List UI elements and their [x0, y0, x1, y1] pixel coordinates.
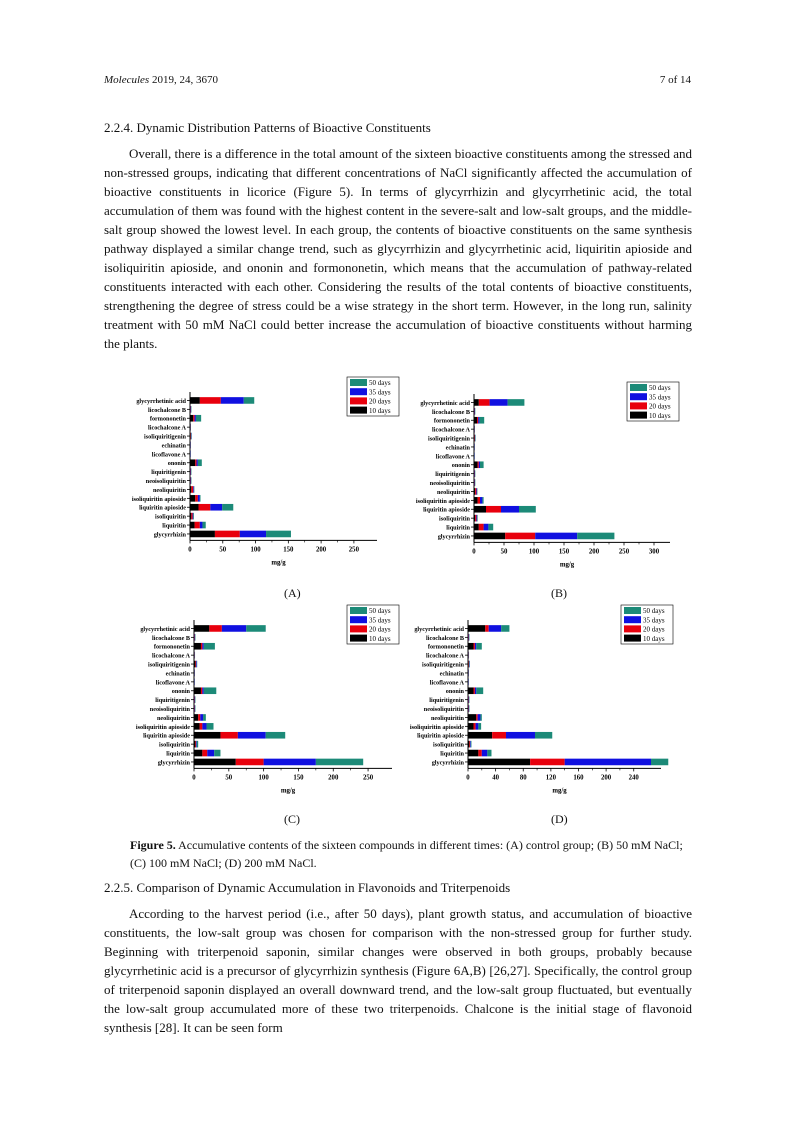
category-label-liquiritigenin: liquiritigenin: [155, 697, 190, 705]
category-label-liquiritigenin: liquiritigenin: [429, 697, 464, 705]
bar-formononetin-50-days: [196, 415, 201, 422]
bar-isoliquiritigenin-10-days: [468, 661, 469, 668]
bar-liquiritin-20-days: [479, 524, 484, 531]
bar-neoliquiritin-35-days: [478, 714, 481, 721]
x-tick-label-40: 40: [492, 774, 500, 782]
bar-isoliquiritin-apioside-10-days: [190, 495, 195, 502]
category-label-isoliquiritin: isoliquiritin: [433, 741, 464, 749]
panel-label-b: (B): [551, 586, 567, 600]
page-number: 7 of 14: [659, 74, 691, 86]
bar-isoliquiritin-apioside-10-days: [468, 723, 474, 730]
bar-ononin-10-days: [194, 687, 201, 694]
bar-glycyrrhetinic-acid-20-days: [209, 625, 222, 632]
category-label-neoliquiritin: neoliquiritin: [156, 714, 190, 722]
bar-isoliquiritin-50-days: [477, 515, 478, 522]
category-label-neoisoliquiritin: neoisoliquiritin: [145, 477, 186, 485]
bar-ononin-20-days: [478, 461, 479, 468]
category-label-glycyrrhetinic-acid: glycyrrhetinic acid: [414, 625, 464, 633]
bar-liquiritin-apioside-50-days: [519, 506, 536, 513]
x-tick-label-200: 200: [328, 774, 339, 782]
panel-label-d: (D): [551, 812, 568, 826]
bar-liquiritin-20-days: [195, 522, 200, 529]
legend-swatch-35-days: [624, 616, 641, 623]
category-label-isoliquiritin-apioside: isoliquiritin apioside: [135, 723, 190, 731]
x-tick-label-120: 120: [545, 774, 556, 782]
bar-isoliquiritin-10-days: [194, 741, 195, 748]
category-label-isoliquiritin-apioside: isoliquiritin apioside: [131, 495, 186, 503]
legend-label-35-days: 35 days: [649, 393, 671, 402]
bar-liquiritin-apioside-50-days: [535, 732, 552, 739]
x-tick-label-150: 150: [293, 774, 304, 782]
bar-isoliquiritin-50-days: [193, 513, 194, 520]
bar-glycyrrhizin-35-days: [535, 533, 577, 540]
legend-swatch-10-days: [624, 635, 641, 642]
x-tick-label-0: 0: [466, 774, 470, 782]
legend-label-50-days: 50 days: [369, 607, 391, 616]
category-label-liquiritin: liquiritin: [440, 750, 464, 758]
bar-liquiritin-apioside-20-days: [199, 504, 211, 511]
bar-ononin-20-days: [474, 687, 475, 694]
bar-liquiritin-10-days: [194, 750, 202, 757]
category-label-formononetin: formononetin: [427, 643, 464, 651]
category-label-licoflavone-a: licoflavone A: [155, 679, 190, 687]
bar-glycyrrhizin-10-days: [468, 759, 530, 766]
bar-glycyrrhizin-20-days: [505, 533, 535, 540]
category-label-echinatin: echinatin: [161, 442, 186, 450]
bar-glycyrrhizin-50-days: [316, 759, 363, 766]
bar-ononin-50-days: [480, 461, 484, 468]
category-label-liquiritin: liquiritin: [162, 522, 186, 530]
legend-label-35-days: 35 days: [643, 616, 665, 625]
bar-glycyrrhetinic-acid-50-days: [501, 625, 509, 632]
category-label-liquiritigenin: liquiritigenin: [151, 469, 186, 477]
bar-liquiritin-50-days: [487, 750, 491, 757]
category-label-glycyrrhizin: glycyrrhizin: [437, 533, 470, 541]
x-axis-label: mg/g: [559, 561, 575, 569]
section-heading-2-2-5: 2.2.5. Comparison of Dynamic Accumulation in Flavonoids and Triterpenoids: [104, 880, 511, 895]
category-label-isoliquiritin-apioside: isoliquiritin apioside: [409, 723, 464, 731]
x-axis-label: mg/g: [552, 787, 567, 795]
bar-glycyrrhizin-50-days: [577, 533, 614, 540]
bar-isoliquiritin-apioside-50-days: [207, 723, 214, 730]
bar-isoliquiritin-10-days: [190, 513, 191, 520]
category-label-liquiritin-apioside: liquiritin apioside: [143, 732, 190, 740]
bar-formononetin-20-days: [474, 643, 475, 650]
bar-liquiritin-35-days: [482, 750, 488, 757]
category-label-glycyrrhetinic-acid: glycyrrhetinic acid: [420, 399, 470, 407]
bar-ononin-10-days: [474, 461, 478, 468]
legend-label-35-days: 35 days: [369, 616, 391, 625]
x-tick-label-160: 160: [573, 774, 584, 782]
bar-formononetin-10-days: [474, 417, 477, 424]
bar-liquiritin-apioside-10-days: [194, 732, 220, 739]
bar-glycyrrhetinic-acid-35-days: [221, 397, 244, 404]
chart-panel-c: [112, 604, 402, 800]
category-label-liquiritin-apioside: liquiritin apioside: [417, 732, 464, 740]
legend-label-50-days: 50 days: [643, 607, 665, 616]
x-tick-label-50: 50: [500, 548, 508, 556]
bar-formononetin-50-days: [204, 643, 215, 650]
legend-label-20-days: 20 days: [643, 625, 665, 634]
bar-liquiritin-apioside-35-days: [238, 732, 266, 739]
category-label-licoflavone-a: licoflavone A: [435, 453, 470, 461]
category-label-licochalcone-a: licochalcone A: [432, 426, 470, 434]
bar-ononin-20-days: [201, 687, 202, 694]
bar-isoliquiritin-apioside-20-days: [195, 495, 198, 502]
category-label-isoliquiritigenin: isoliquiritigenin: [428, 435, 470, 443]
bar-formononetin-35-days: [475, 643, 476, 650]
category-label-glycyrrhetinic-acid: glycyrrhetinic acid: [136, 397, 186, 405]
legend-label-10-days: 10 days: [643, 634, 665, 643]
bar-isoliquiritigenin-20-days: [195, 661, 196, 668]
bar-isoliquiritin-10-days: [468, 741, 469, 748]
bar-liquiritin-10-days: [474, 524, 479, 531]
bar-liquiritin-apioside-10-days: [190, 504, 199, 511]
category-label-ononin: ononin: [171, 688, 190, 696]
journal-year-volume: 2019, 24, 3670: [151, 74, 218, 86]
category-label-neoisoliquiritin: neoisoliquiritin: [423, 705, 464, 713]
category-label-formononetin: formononetin: [153, 643, 190, 651]
category-label-formononetin: formononetin: [433, 417, 470, 425]
legend-label-20-days: 20 days: [649, 402, 671, 411]
bar-glycyrrhetinic-acid-10-days: [194, 625, 209, 632]
bar-liquiritin-20-days: [478, 750, 481, 757]
category-label-isoliquiritigenin: isoliquiritigenin: [422, 661, 464, 669]
category-label-ononin: ononin: [167, 460, 186, 468]
category-label-glycyrrhizin: glycyrrhizin: [153, 531, 186, 539]
bar-glycyrrhetinic-acid-10-days: [468, 625, 485, 632]
category-label-licoflavone-a: licoflavone A: [151, 451, 186, 459]
category-label-licochalcone-a: licochalcone A: [426, 652, 464, 660]
category-label-isoliquiritin: isoliquiritin: [155, 513, 186, 521]
bar-ononin-35-days: [479, 461, 480, 468]
bar-liquiritin-apioside-50-days: [266, 732, 285, 739]
x-tick-label-240: 240: [628, 774, 639, 782]
legend-swatch-50-days: [630, 384, 647, 391]
category-label-isoliquiritin: isoliquiritin: [439, 515, 470, 523]
category-label-isoliquiritin: isoliquiritin: [159, 741, 190, 749]
bar-glycyrrhetinic-acid-50-days: [246, 625, 265, 632]
bar-ononin-35-days: [197, 459, 198, 466]
bar-ononin-35-days: [475, 687, 476, 694]
panel-label-a: (A): [284, 586, 301, 600]
bar-formononetin-20-days: [201, 643, 202, 650]
category-label-formononetin: formononetin: [149, 415, 186, 423]
category-label-ononin: ononin: [445, 688, 464, 696]
bar-glycyrrhizin-10-days: [194, 759, 236, 766]
bar-liquiritin-20-days: [202, 750, 207, 757]
bar-neoliquiritin-10-days: [468, 714, 476, 721]
bar-glycyrrhetinic-acid-35-days: [489, 625, 501, 632]
x-tick-label-0: 0: [188, 546, 192, 554]
legend-swatch-50-days: [350, 379, 367, 386]
x-tick-label-50: 50: [225, 774, 233, 782]
paragraph-comparison: According to the harvest period (i.e., after 50 days), plant growth status, and accumulation of bioactive constituents, the low-salt group was chosen for comparison with the non-stressed group for further study. Beginning with triterpenoid saponin, similar changes were observed in both groups, probably because glycyrrhetinic acid is a precursor of glycyrrhizin synthesis (Figure 6A,B) [26,27]. Specifically, the control group of triterpenoid saponin displayed an overall downward trend, and the low-salt group fluctuated, but eventually the low-salt group accumulated more of these two triterpenoids. Chalcone is the initial stage of flavonoid synthesis [28]. It can be seen form: [104, 906, 692, 1035]
bar-neoliquiritin-10-days: [190, 486, 191, 493]
bar-isoliquiritin-apioside-35-days: [480, 497, 482, 504]
bar-glycyrrhizin-35-days: [565, 759, 651, 766]
bar-liquiritin-35-days: [200, 522, 203, 529]
bar-ononin-35-days: [202, 687, 203, 694]
x-tick-label-150: 150: [558, 548, 570, 556]
bar-formononetin-35-days: [202, 643, 203, 650]
bar-isoliquiritin-apioside-20-days: [200, 723, 203, 730]
bar-isoliquiritin-35-days: [470, 741, 471, 748]
category-label-isoliquiritigenin: isoliquiritigenin: [148, 661, 190, 669]
bar-neoliquiritin-10-days: [194, 714, 198, 721]
legend-label-20-days: 20 days: [369, 397, 391, 406]
bar-neoliquiritin-20-days: [475, 488, 476, 495]
bar-neoliquiritin-35-days: [193, 486, 194, 493]
legend-swatch-20-days: [630, 402, 647, 409]
journal-name: Molecules: [104, 74, 150, 86]
category-label-ononin: ononin: [451, 462, 470, 470]
x-tick-label-250: 250: [348, 546, 359, 554]
figure-caption-text: Accumulative contents of the sixteen compounds in different times: (A) control group; (B) 50 mM NaCl; (C) 100 mM NaCl; (D) 200 mM NaCl.: [130, 838, 683, 870]
bar-neoliquiritin-50-days: [203, 714, 206, 721]
bar-glycyrrhetinic-acid-10-days: [190, 397, 200, 404]
x-tick-label-100: 100: [528, 548, 540, 556]
x-axis-label: mg/g: [280, 787, 296, 795]
bar-isoliquiritin-apioside-35-days: [476, 723, 479, 730]
legend-swatch-20-days: [350, 625, 367, 632]
bar-liquiritin-apioside-20-days: [220, 732, 237, 739]
bar-neoliquiritin-35-days: [476, 488, 477, 495]
x-tick-label-300: 300: [648, 548, 660, 556]
x-tick-label-200: 200: [601, 774, 612, 782]
legend-swatch-35-days: [350, 616, 367, 623]
x-tick-label-0: 0: [192, 774, 196, 782]
x-tick-label-250: 250: [618, 548, 630, 556]
bar-glycyrrhetinic-acid-35-days: [490, 399, 508, 406]
running-header-citation: [104, 74, 218, 86]
category-label-glycyrrhizin: glycyrrhizin: [431, 759, 464, 767]
category-label-licochalcone-b: licochalcone B: [148, 406, 186, 414]
legend-label-10-days: 10 days: [369, 634, 391, 643]
bar-isoliquiritin-20-days: [469, 741, 470, 748]
bar-ononin-50-days: [476, 687, 483, 694]
bar-isoliquiritin-apioside-35-days: [202, 723, 206, 730]
bar-liquiritin-apioside-20-days: [492, 732, 506, 739]
paragraph-dynamic-distribution: Overall, there is a difference in the total amount of the sixteen bioactive constituents among the stressed and non-stressed groups, indicating that different concentrations of NaCl significantly affected the accumulation of bioactive constituents in licorice (Figure 5). In terms of glycyrrhizin and glycyrrhetinic acid, the total accumulation of them was found with the highest content in the severe-salt and low-salt groups, and the middle-salt group showed the lowest level. In each group, the contents of bioactive constituents on the same synthesis pathway displayed a similar change trend, such as glycyrrhizin and glycyrrhetinic acid, liquiritin apioside and isoliquiritin apioside, and ononin and formononetin, which means that the accumulation of pathway-related constituents interacted with each other. Considering the results of the total contents of bioactive constituents, strengthening the degree of stress could be a wise strategy in the short term. However, in the long run, salinity treatment with 50 mM NaCl could better increase the accumulation of bioactive constituents without harming the plants.: [104, 146, 692, 351]
category-label-echinatin: echinatin: [165, 670, 190, 678]
bar-liquiritin-apioside-10-days: [468, 732, 492, 739]
bar-isoliquiritin-20-days: [191, 513, 192, 520]
category-label-isoliquiritin-apioside: isoliquiritin apioside: [415, 497, 470, 505]
bar-isoliquiritin-50-days: [471, 741, 472, 748]
category-label-neoisoliquiritin: neoisoliquiritin: [149, 705, 190, 713]
bar-liquiritin-apioside-50-days: [222, 504, 233, 511]
legend-label-35-days: 35 days: [369, 388, 391, 397]
bar-isoliquiritin-20-days: [475, 515, 476, 522]
bar-isoliquiritin-20-days: [195, 741, 196, 748]
category-label-licochalcone-a: licochalcone A: [152, 652, 190, 660]
bar-isoliquiritin-apioside-10-days: [474, 497, 478, 504]
bar-liquiritin-apioside-10-days: [474, 506, 486, 513]
bar-isoliquiritin-35-days: [196, 741, 197, 748]
bar-liquiritin-50-days: [202, 522, 205, 529]
category-label-echinatin: echinatin: [439, 670, 464, 678]
legend-swatch-20-days: [624, 625, 641, 632]
bar-liquiritin-apioside-35-days: [210, 504, 222, 511]
x-tick-label-80: 80: [519, 774, 527, 782]
bar-liquiritin-35-days: [207, 750, 214, 757]
legend-label-20-days: 20 days: [369, 625, 391, 634]
category-label-neoliquiritin: neoliquiritin: [152, 486, 186, 494]
category-label-glycyrrhetinic-acid: glycyrrhetinic acid: [140, 625, 190, 633]
bar-ononin-50-days: [204, 687, 217, 694]
bar-glycyrrhizin-35-days: [240, 531, 266, 538]
legend-swatch-50-days: [624, 607, 641, 614]
category-label-liquiritigenin: liquiritigenin: [435, 471, 470, 479]
bar-glycyrrhetinic-acid-50-days: [244, 397, 254, 404]
bar-glycyrrhetinic-acid-20-days: [479, 399, 490, 406]
bar-glycyrrhizin-10-days: [190, 531, 215, 538]
section-heading-2-2-4: 2.2.4. Dynamic Distribution Patterns of Bioactive Constituents: [104, 120, 431, 135]
bar-glycyrrhizin-35-days: [264, 759, 316, 766]
chart-panel-d: [398, 604, 688, 800]
panel-label-c: (C): [284, 812, 300, 826]
bar-isoliquiritin-apioside-35-days: [198, 495, 200, 502]
x-tick-label-100: 100: [250, 546, 261, 554]
category-label-licoflavone-a: licoflavone A: [429, 679, 464, 687]
x-axis-label: mg/g: [271, 559, 286, 567]
bar-liquiritin-50-days: [214, 750, 220, 757]
category-label-isoliquiritigenin: isoliquiritigenin: [144, 433, 186, 441]
bar-ononin-20-days: [195, 459, 196, 466]
bar-isoliquiritigenin-10-days: [190, 433, 191, 440]
legend-swatch-10-days: [350, 635, 367, 642]
bar-isoliquiritin-apioside-10-days: [194, 723, 200, 730]
bar-formononetin-50-days: [479, 417, 484, 424]
category-label-licochalcone-b: licochalcone B: [152, 634, 190, 642]
bar-ononin-50-days: [198, 459, 202, 466]
bar-glycyrrhizin-50-days: [266, 531, 291, 538]
bar-isoliquiritin-apioside-20-days: [474, 723, 476, 730]
figure-caption: [130, 836, 690, 872]
legend-swatch-10-days: [630, 412, 647, 419]
bar-formononetin-35-days: [478, 417, 479, 424]
bar-liquiritin-apioside-20-days: [486, 506, 501, 513]
bar-isoliquiritin-apioside-20-days: [478, 497, 480, 504]
bar-neoliquiritin-10-days: [474, 488, 475, 495]
chart-panel-b: [398, 380, 688, 572]
legend-swatch-35-days: [630, 393, 647, 400]
bar-glycyrrhizin-20-days: [215, 531, 240, 538]
bar-liquiritin-10-days: [468, 750, 478, 757]
category-label-licochalcone-a: licochalcone A: [148, 424, 186, 432]
bar-isoliquiritin-apioside-50-days: [478, 723, 481, 730]
legend-swatch-20-days: [350, 397, 367, 404]
chart-panel-a: [112, 376, 402, 572]
category-label-echinatin: echinatin: [445, 444, 470, 452]
bar-liquiritin-10-days: [190, 522, 195, 529]
bar-isoliquiritigenin-10-days: [474, 435, 475, 442]
bar-formononetin-35-days: [195, 415, 196, 422]
bar-glycyrrhizin-10-days: [474, 533, 505, 540]
category-label-liquiritin-apioside: liquiritin apioside: [423, 506, 470, 514]
category-label-liquiritin-apioside: liquiritin apioside: [139, 504, 186, 512]
bar-glycyrrhizin-20-days: [236, 759, 264, 766]
bar-neoliquiritin-20-days: [476, 714, 477, 721]
bar-glycyrrhetinic-acid-35-days: [222, 625, 246, 632]
x-tick-label-200: 200: [588, 548, 600, 556]
legend-swatch-10-days: [350, 407, 367, 414]
bar-glycyrrhetinic-acid-20-days: [200, 397, 221, 404]
bar-neoliquiritin-20-days: [191, 486, 193, 493]
bar-isoliquiritin-apioside-50-days: [482, 497, 483, 504]
x-tick-label-200: 200: [316, 546, 327, 554]
bar-formononetin-20-days: [477, 417, 478, 424]
legend-swatch-50-days: [350, 607, 367, 614]
category-label-glycyrrhizin: glycyrrhizin: [157, 759, 190, 767]
bar-liquiritin-50-days: [488, 524, 493, 531]
bar-isoliquiritin-50-days: [197, 741, 198, 748]
bar-formononetin-50-days: [476, 643, 482, 650]
bar-formononetin-10-days: [190, 415, 193, 422]
bar-isoliquiritin-35-days: [193, 513, 194, 520]
legend-label-10-days: 10 days: [649, 411, 671, 420]
bar-neoliquiritin-50-days: [480, 714, 481, 721]
bar-glycyrrhizin-50-days: [651, 759, 668, 766]
category-label-neoliquiritin: neoliquiritin: [436, 488, 470, 496]
bar-glycyrrhetinic-acid-10-days: [474, 399, 479, 406]
legend-label-10-days: 10 days: [369, 406, 391, 415]
x-tick-label-100: 100: [258, 774, 269, 782]
bar-neoliquiritin-35-days: [200, 714, 203, 721]
legend-label-50-days: 50 days: [369, 379, 391, 388]
bar-isoliquiritin-10-days: [474, 515, 475, 522]
category-label-neoliquiritin: neoliquiritin: [430, 714, 464, 722]
bar-isoliquiritigenin-10-days: [194, 661, 195, 668]
bar-liquiritin-apioside-35-days: [506, 732, 535, 739]
bar-neoliquiritin-20-days: [198, 714, 200, 721]
figure-caption-label: Figure 5.: [130, 838, 176, 852]
bar-glycyrrhetinic-acid-20-days: [485, 625, 488, 632]
bar-isoliquiritigenin-35-days: [196, 661, 197, 668]
bar-ononin-10-days: [468, 687, 474, 694]
bar-isoliquiritin-35-days: [476, 515, 477, 522]
bar-isoliquiritin-apioside-50-days: [200, 495, 201, 502]
legend-swatch-35-days: [350, 388, 367, 395]
x-tick-label-0: 0: [472, 548, 476, 556]
bar-formononetin-10-days: [194, 643, 201, 650]
category-label-liquiritin: liquiritin: [446, 524, 470, 532]
bar-liquiritin-35-days: [484, 524, 489, 531]
category-label-licochalcone-b: licochalcone B: [426, 634, 464, 642]
x-tick-label-150: 150: [283, 546, 294, 554]
bar-liquiritin-apioside-35-days: [501, 506, 519, 513]
x-tick-label-250: 250: [362, 774, 374, 782]
bar-ononin-10-days: [190, 459, 195, 466]
legend-label-50-days: 50 days: [649, 384, 671, 393]
x-tick-label-50: 50: [219, 546, 227, 554]
bar-glycyrrhizin-20-days: [530, 759, 565, 766]
bar-formononetin-20-days: [193, 415, 194, 422]
category-label-neoisoliquiritin: neoisoliquiritin: [429, 479, 470, 487]
bar-formononetin-10-days: [468, 643, 474, 650]
category-label-licochalcone-b: licochalcone B: [432, 408, 470, 416]
bar-glycyrrhetinic-acid-50-days: [508, 399, 525, 406]
category-label-liquiritin: liquiritin: [166, 750, 190, 758]
